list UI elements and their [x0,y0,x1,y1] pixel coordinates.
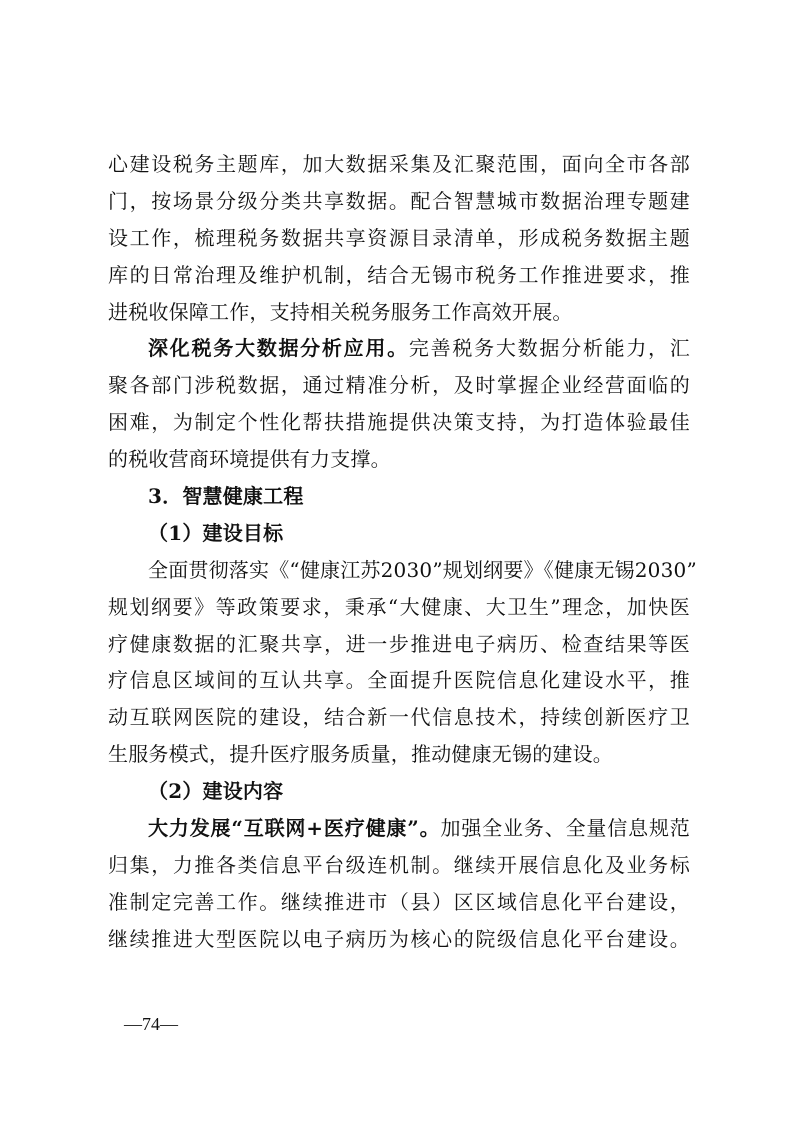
page-number: —74— [124,1014,178,1034]
paragraph-line: 门，按场景分级分类共享数据。配合智慧城市数据治理专题建 [108,188,690,213]
paragraph-line: 生服务模式，提升医疗服务质量，推动健康无锡的建设。 [108,742,613,767]
paragraph-line: 库的日常治理及维护机制，结合无锡市税务工作推进要求，推 [108,262,690,287]
paragraph-line: 疗信息区域间的互认共享。全面提升医院信息化建设水平，推 [108,668,690,693]
paragraph-line: 准制定完善工作。继续推进市（县）区区域信息化平台建设， [108,889,690,914]
paragraph-lead: 深化税务大数据分析应用。 [148,336,409,361]
paragraph-line: 疗健康数据的汇聚共享，进一步推进电子病历、检查结果等医 [108,631,690,656]
section-heading: 3．智慧健康工程 [148,484,304,509]
paragraph-line: 规划纲要》等政策要求，秉承“大健康、大卫生”理念，加快医 [108,594,690,619]
paragraph-line: 继续推进大型医院以电子病历为核心的院级信息化平台建设。 [108,926,690,951]
paragraph-line: 的税收营商环境提供有力支撑。 [108,447,391,472]
paragraph-line: 困难，为制定个性化帮扶措施提供决策支持，为打造体验最佳 [108,410,690,435]
paragraph-line [108,330,690,367]
body-text [108,146,697,958]
paragraph-text: 加强全业务、全量信息规范 [440,816,691,841]
paragraph-text: 完善税务大数据分析能力，汇 [408,336,690,361]
paragraph-line: 归集，力推各类信息平台级连机制。继续开展信息化及业务标 [108,852,690,877]
paragraph-lead: 大力发展“互联网+医疗健康”。 [148,816,441,841]
paragraph-line [108,810,690,847]
paragraph-line: 动互联网医院的建设，结合新一代信息技术，持续创新医疗卫 [108,705,690,730]
subsection-heading: （2）建设内容 [148,779,284,804]
paragraph-line: 聚各部门涉税数据，通过精准分析，及时掌握企业经营面临的 [108,373,690,398]
paragraph-line: 设工作，梳理税务数据共享资源目录清单，形成税务数据主题 [108,225,690,250]
paragraph-line: 进税收保障工作，支持相关税务服务工作高效开展。 [108,299,573,324]
paragraph-line: 全面贯彻落实《“健康江苏2030”规划纲要》《健康无锡2030” [148,557,697,582]
paragraph-line: 心建设税务主题库，加大数据采集及汇聚范围，面向全市各部 [108,152,690,176]
subsection-heading: （1）建设目标 [148,520,284,545]
